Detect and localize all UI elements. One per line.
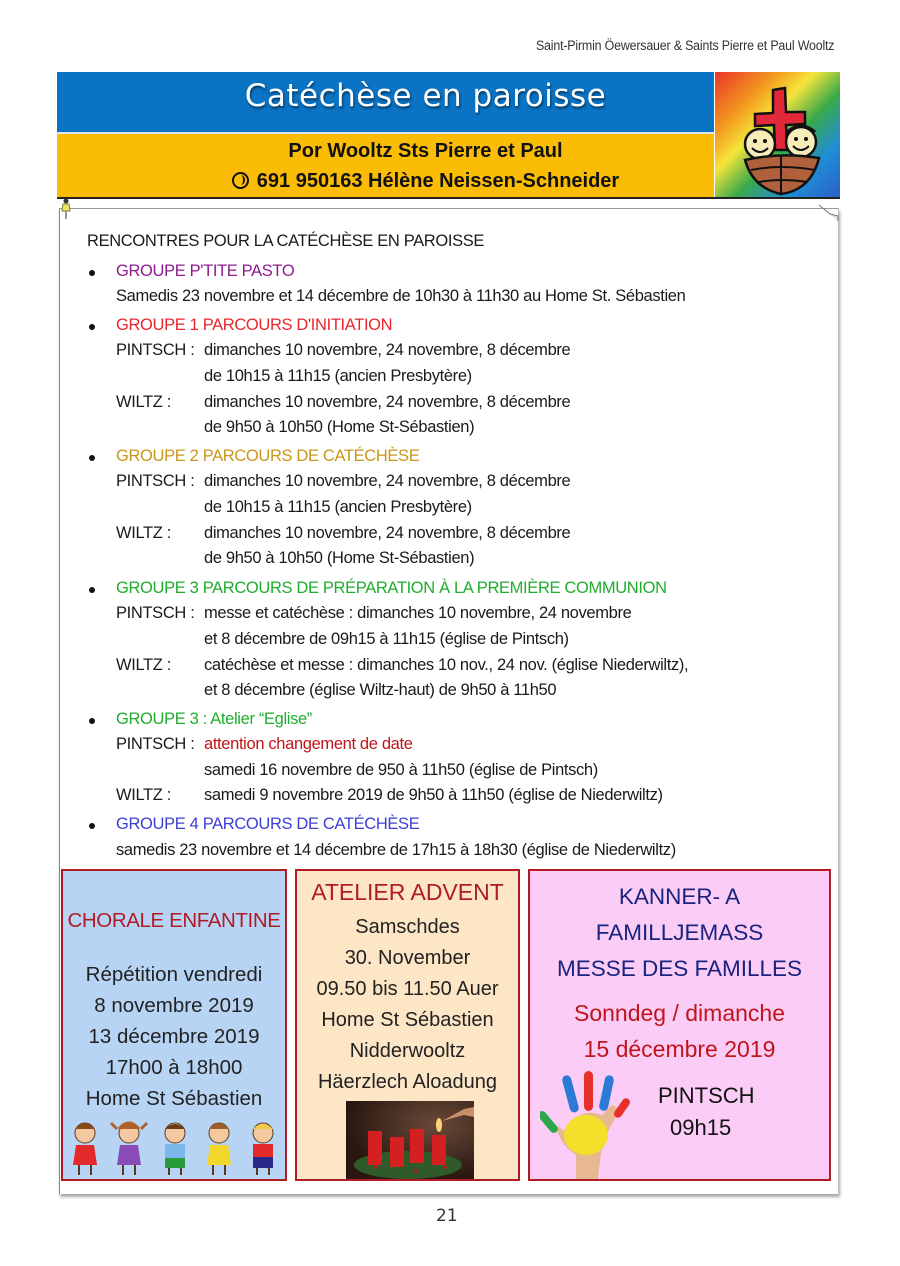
group-3-first-communion [87, 576, 827, 704]
advent-box [295, 869, 520, 1181]
group-2-catechese [87, 444, 827, 572]
group-title: GROUPE 2 PARCOURS DE CATÉCHÈSE [116, 446, 420, 465]
page-curl-icon [818, 204, 840, 222]
group-text: samedis 23 novembre et 14 décembre de 17h15 à 18h30 (église de Niederwiltz) [116, 840, 676, 859]
place-label: PINTSCH : [116, 735, 195, 754]
schedule-text: dimanches 10 novembre, 24 novembre, 8 décembre [204, 523, 571, 542]
schedule-row [116, 521, 827, 547]
place-label: WILTZ : [116, 392, 171, 411]
schedule-text: et 8 décembre (église Wiltz-haut) de 9h50 à 11h50 [204, 681, 557, 700]
advent-line: Nidderwooltz [349, 1040, 466, 1062]
child-figure [165, 1123, 185, 1175]
advent-title: ATELIER ADVENT [311, 879, 504, 905]
chorale-line: 8 novembre 2019 [94, 994, 254, 1017]
chorale-line: Home St Sébastien [85, 1087, 263, 1110]
schedule-text: de 9h50 à 10h50 (Home St-Sébastien) [204, 549, 475, 568]
schedule-text: samedi 9 novembre 2019 de 9h50 à 11h50 (église de Niederwiltz) [204, 786, 663, 805]
schedule-text: de 10h15 à 11h15 (ancien Presbytère) [204, 366, 472, 385]
schedule-row [116, 390, 827, 416]
advent-line: Häerzlech Aloadung [317, 1071, 497, 1093]
schedule-row [116, 601, 827, 627]
chorale-line: 17h00 à 18h00 [105, 1056, 243, 1079]
date-line: Sonndeg / dimanche [574, 1000, 785, 1026]
advent-details [297, 912, 518, 1098]
family-mass-date [530, 995, 829, 1067]
schedule-text: dimanches 10 novembre, 24 novembre, 8 décembre [204, 392, 571, 411]
bullet-icon [89, 455, 95, 461]
place-label: PINTSCH : [116, 341, 195, 360]
schedule-row [116, 338, 827, 364]
family-mass-location [658, 1080, 768, 1144]
family-mass-title [530, 879, 829, 987]
group-1-initiation [87, 313, 827, 441]
group-title: GROUPE P'TITE PASTO [116, 261, 295, 280]
bullet-icon [89, 324, 95, 330]
painted-hand-icon [540, 1069, 636, 1179]
group-text: Samedis 23 novembre et 14 décembre de 10h30 à 11h30 au Home St. Sébastien [116, 287, 686, 306]
child-figure [111, 1123, 147, 1175]
title-line: FAMILLJEMASS [595, 920, 764, 945]
schedule-text: de 10h15 à 11h15 (ancien Presbytère) [204, 497, 472, 516]
child-figure [253, 1123, 273, 1175]
chorale-line: Répétition vendredi [85, 963, 263, 986]
place-label: WILTZ : [116, 655, 171, 674]
place-label: WILTZ : [116, 523, 171, 542]
chorale-details [63, 959, 285, 1114]
date-line: 15 décembre 2019 [583, 1036, 776, 1062]
advent-line: Home St Sébastien [321, 1009, 494, 1031]
running-head: Saint-Pirmin Öewersauer & Saints Pierre et Paul Wooltz [535, 38, 834, 53]
bullet-icon [89, 270, 95, 276]
group-3-atelier-eglise [87, 707, 827, 809]
title-line: KANNER- A [618, 884, 741, 909]
schedule-row [116, 732, 827, 758]
place-label: WILTZ : [116, 786, 171, 805]
place: PINTSCH [658, 1083, 755, 1108]
schedule-text: catéchèse et messe : dimanches 10 nov., 24 nov. (église Niederwiltz), [204, 655, 689, 674]
banner-title: Catéchèse en paroisse [244, 78, 607, 114]
banner [57, 72, 840, 199]
chorale-line: 13 décembre 2019 [88, 1025, 260, 1048]
schedule-row [116, 783, 827, 809]
page-number: 21 [436, 1206, 458, 1226]
schedule-row [116, 653, 827, 679]
time: 09h15 [670, 1115, 732, 1140]
chorale-title: CHORALE ENFANTINE [67, 909, 281, 932]
schedule-text: dimanches 10 novembre, 24 novembre, 8 décembre [204, 341, 571, 360]
banner-contact [57, 170, 714, 193]
phone-icon [232, 172, 249, 189]
bullet-icon [89, 587, 95, 593]
schedule-text: de 9h50 à 10h50 (Home St-Sébastien) [204, 418, 475, 437]
group-title: GROUPE 1 PARCOURS D'INITIATION [116, 315, 393, 334]
place-label: PINTSCH : [116, 472, 195, 491]
child-figure [73, 1123, 97, 1175]
cross-children-boat-logo-icon [715, 72, 840, 197]
chorale-box [61, 869, 287, 1181]
schedule-heading: RENCONTRES POUR LA CATÉCHÈSE EN PAROISSE [87, 232, 485, 250]
banner-bottom-rule [57, 197, 840, 199]
schedule-text: messe et catéchèse : dimanches 10 novembre, 24 novembre [204, 604, 632, 623]
advent-line: 09.50 bis 11.50 Auer [316, 978, 499, 1000]
child-figure [207, 1123, 231, 1175]
schedule-row [116, 469, 827, 495]
group-4-catechese [87, 812, 827, 863]
bullet-icon [89, 823, 95, 829]
title-line: MESSE DES FAMILLES [556, 956, 803, 981]
pushpin-icon [60, 198, 72, 220]
date-change-notice: attention changement de date [204, 735, 413, 754]
group-title: GROUPE 3 : Atelier “Eglise” [116, 709, 312, 728]
advent-line: Samschdes [355, 916, 460, 938]
contact-text: 691 950163 Hélène Neissen-Schneider [256, 170, 620, 192]
group-title: GROUPE 4 PARCOURS DE CATÉCHÈSE [116, 815, 420, 834]
schedule-text: dimanches 10 novembre, 24 novembre, 8 décembre [204, 472, 571, 491]
group-title: GROUPE 3 PARCOURS DE PRÉPARATION À LA PREMIÈRE COMMUNION [116, 578, 667, 597]
children-illustration-icon [63, 1119, 285, 1177]
advent-wreath-photo-icon [346, 1101, 474, 1179]
group-ptite-pasto [87, 259, 827, 310]
bullet-icon [89, 718, 95, 724]
advent-line: 30. November [344, 947, 471, 969]
schedule-text: samedi 16 novembre de 950 à 11h50 (église de Pintsch) [204, 760, 598, 779]
schedule-text: et 8 décembre de 09h15 à 11h15 (église de Pintsch) [204, 629, 569, 648]
family-mass-box [528, 869, 831, 1181]
place-label: PINTSCH : [116, 604, 195, 623]
catechesis-schedule [87, 229, 827, 866]
banner-subtitle: Por Wooltz Sts Pierre et Paul [288, 140, 563, 162]
